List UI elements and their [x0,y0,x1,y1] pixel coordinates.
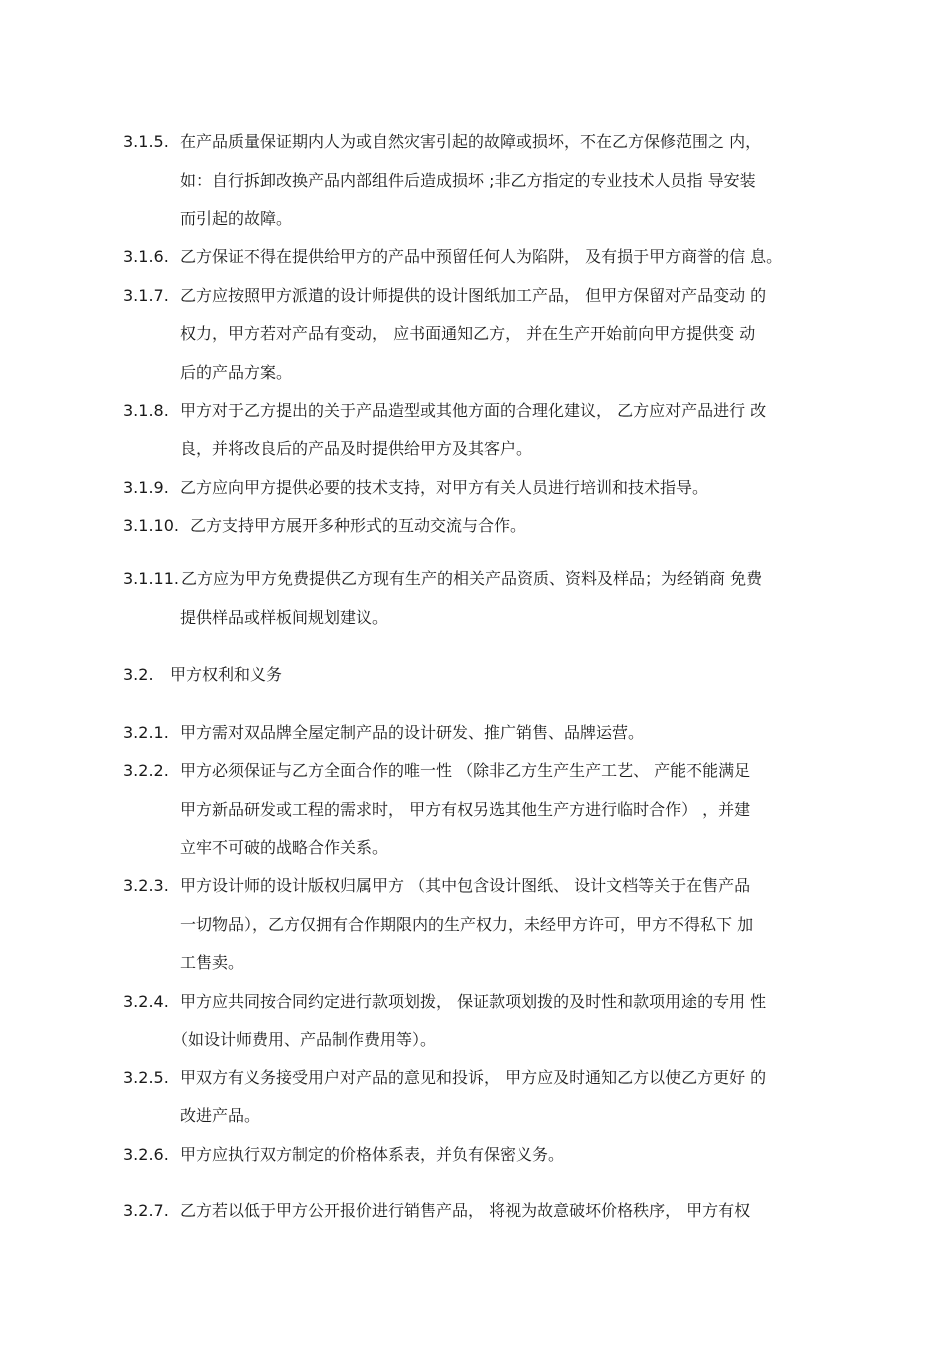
item-number: 3.1.6. [123,247,169,266]
item-text-line: 一切物品），乙方仅拥有合作期限内的生产权力，未经甲方许可，甲方不得私下 加 [180,915,754,934]
section-heading: 甲方权利和义务 [170,665,283,684]
item-text-line: 在产品质量保证期内人为或自然灾害引起的故障或损坏，不在乙方保修范围之 内， [180,132,762,151]
item-number: 3.2.4. [123,992,169,1011]
item-text-line: 甲方应共同按合同约定进行款项划拨， 保证款项划拨的及时性和款项用途的专用 性 [180,992,767,1011]
item-text-line: 乙方应为甲方免费提供乙方现有生产的相关产品资质、资料及样品；为经销商 免费 [181,569,763,588]
item-text-line: 而引起的故障。 [180,209,293,228]
item-number: 3.2.6. [123,1145,169,1164]
item-text-line: 甲方新品研发或工程的需求时， 甲方有权另选其他生产方进行临时合作） ，并建 [180,800,751,819]
item-text-line: 提供样品或样板间规划建议。 [180,608,389,627]
item-text-line: 乙方应向甲方提供必要的技术支持，对甲方有关人员进行培训和技术指导。 [180,478,709,497]
item-number: 3.1.7. [123,286,169,305]
item-number: 3.2.3. [123,876,169,895]
item-text-line: 如：自行拆卸改换产品内部组件后造成损坏 ;非乙方指定的专业技术人员指 导安装 [180,171,756,190]
item-number: 3.2.5. [123,1068,169,1087]
item-text-line: 甲方设计师的设计版权归属甲方 （其中包含设计图纸、 设计文档等关于在售产品 [180,876,751,895]
item-text-line: 权力，甲方若对产品有变动， 应书面通知乙方， 并在生产开始前向甲方提供变 动 [180,324,756,343]
item-number: 3.1.8. [123,401,169,420]
item-text-line: 甲方应执行双方制定的价格体系表，并负有保密义务。 [180,1145,565,1164]
item-text-line: 工售卖。 [180,953,245,972]
item-text-line: 乙方支持甲方展开多种形式的互动交流与合作。 [190,516,527,535]
item-text-line: 甲方必须保证与乙方全面合作的唯一性 （除非乙方生产生产工艺、 产能不能满足 [180,761,751,780]
item-text-line: （如设计师费用、产品制作费用等）。 [172,1030,437,1049]
item-number: 3.2.1. [123,723,169,742]
item-number: 3.1.11. [123,569,179,588]
item-number: 3.2.2. [123,761,169,780]
item-number: 3.1.10. [123,516,179,535]
item-number: 3.2.7. [123,1201,169,1220]
item-text-line: 甲方对于乙方提出的关于产品造型或其他方面的合理化建议， 乙方应对产品进行 改 [180,401,767,420]
item-number: 3.1.9. [123,478,169,497]
item-text-line: 立牢不可破的战略合作关系。 [180,838,389,857]
item-text-line: 乙方应按照甲方派遣的设计师提供的设计图纸加工产品， 但甲方保留对产品变动 的 [180,286,767,305]
item-text-line: 后的产品方案。 [180,363,293,382]
item-text-line: 甲方需对双品牌全屋定制产品的设计研发、推广销售、品牌运营。 [180,723,645,742]
item-text-line: 乙方保证不得在提供给甲方的产品中预留任何人为陷阱， 及有损于甲方商誉的信 息。 [180,247,783,266]
item-text-line: 甲双方有义务接受用户对产品的意见和投诉， 甲方应及时通知乙方以使乙方更好 的 [180,1068,767,1087]
item-text-line: 改进产品。 [180,1106,261,1125]
section-number: 3.2. [123,665,154,684]
item-number: 3.1.5. [123,132,169,151]
item-text-line: 良，并将改良后的产品及时提供给甲方及其客户。 [180,439,533,458]
item-text-line: 乙方若以低于甲方公开报价进行销售产品， 将视为故意破坏价格秩序， 甲方有权 [180,1201,751,1220]
